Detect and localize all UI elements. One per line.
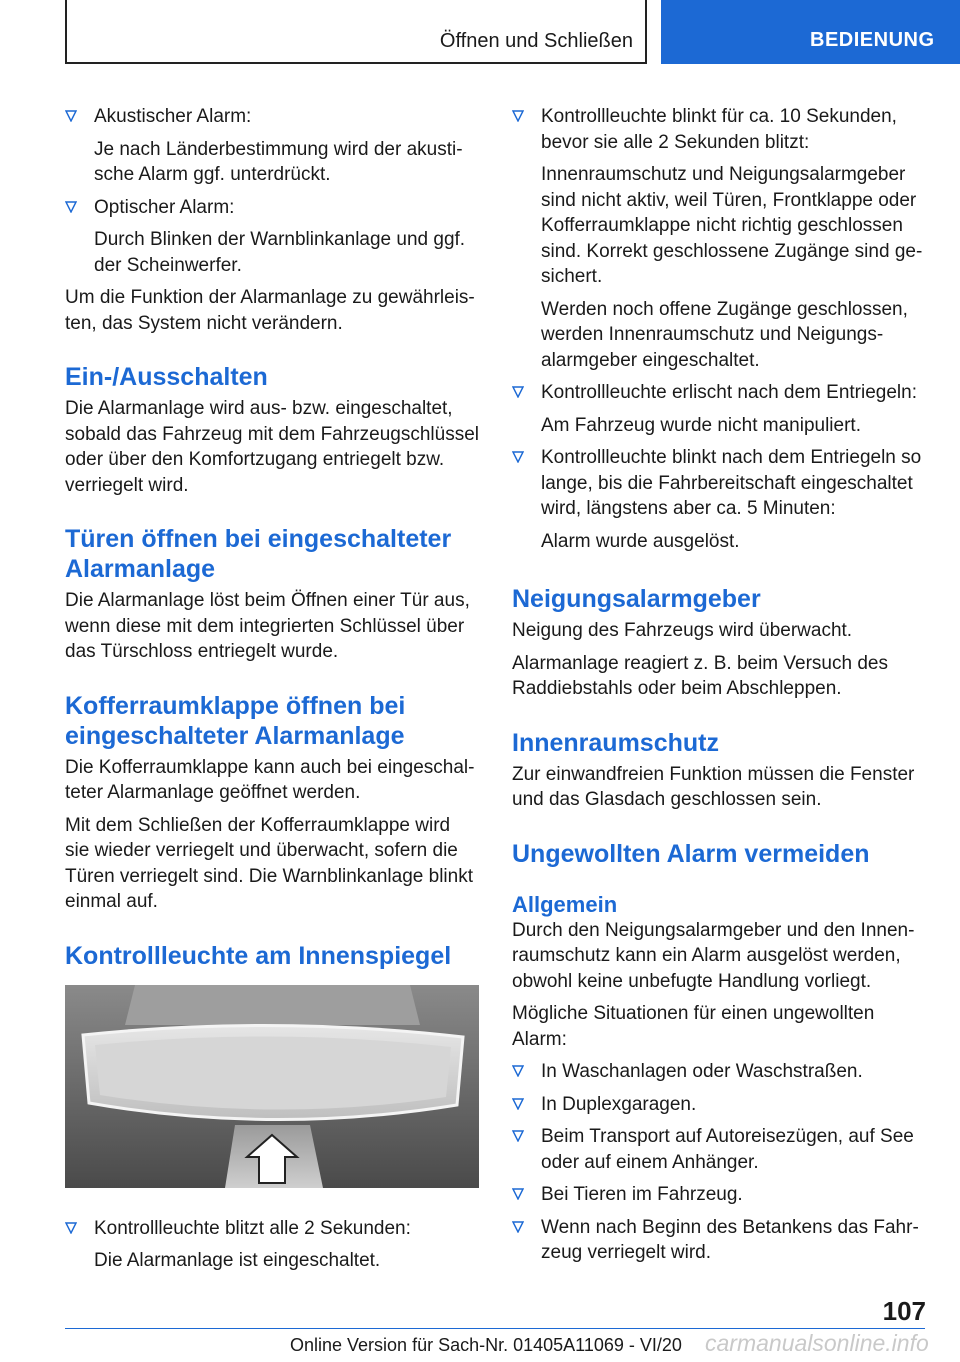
heading-neigungsalarmgeber: Neigungsalarmgeber bbox=[512, 585, 761, 613]
chapter-title: Öffnen und Schließen bbox=[439, 30, 633, 52]
list-item bbox=[512, 1182, 926, 1208]
triangle-bullet-icon bbox=[512, 1065, 524, 1077]
mirror-illustration bbox=[65, 985, 479, 1188]
paragraph: Mögliche Situationen für einen ungewollten Alarm: bbox=[512, 1003, 875, 1050]
bullet-text: Alarm wurde ausgelöst. bbox=[541, 530, 740, 552]
triangle-bullet-icon bbox=[512, 110, 524, 122]
bullet-text: Die Alarmanlage ist eingeschaltet. bbox=[94, 1250, 381, 1271]
heading-kontrollleuchte: Kontrollleuchte am Innenspiegel bbox=[65, 941, 452, 970]
heading-ein-ausschalten: Ein-/Ausschalten bbox=[65, 363, 268, 391]
heading-allgemein: Allgemein bbox=[512, 891, 618, 917]
paragraph: Die Alarmanlage löst beim Öffnen einer Tür aus, wenn diese mit dem integrierten Schlüssel über das Türschloss entriegelt wurde. bbox=[65, 590, 470, 662]
triangle-bullet-icon bbox=[512, 386, 524, 398]
paragraph: Zur einwandfreien Funktion müssen die Fenster und das Glasdach geschlossen sein. bbox=[512, 763, 915, 810]
heading-innenraumschutz: Innenraumschutz bbox=[512, 728, 719, 757]
triangle-bullet-icon bbox=[512, 1130, 524, 1142]
bullet-text: Durch Blinken der Warnblinkanlage und ggf. der Scheinwerfer. bbox=[94, 229, 466, 276]
triangle-bullet-icon bbox=[512, 451, 524, 463]
bullet-title: Kontrollleuchte blinkt nach dem Entriegeln so lange, bis die Fahrbereitschaft eingeschaltet wird, längstens aber ca. 5 Minuten: bbox=[541, 447, 922, 519]
paragraph: Mit dem Schließen der Kofferraumklappe wird sie wieder verriegelt und überwacht, sofern die Türen verriegelt sind. Die Warnblinkanlage blinkt einmal auf. bbox=[65, 814, 473, 912]
triangle-bullet-icon bbox=[512, 1098, 524, 1110]
bullet-title: Akustischer Alarm: bbox=[94, 106, 252, 127]
list-item-text: Bei Tieren im Fahrzeug. bbox=[541, 1184, 743, 1205]
triangle-bullet-icon bbox=[65, 1222, 77, 1234]
bullet-text: Werden noch offene Zugänge geschlossen, werden Innenraumschutz und Neigungs- alarmgeber eingeschaltet. bbox=[541, 298, 908, 371]
page-number: 107 bbox=[882, 1296, 926, 1326]
list-item-text: In Waschanlagen oder Waschstraßen. bbox=[541, 1061, 863, 1082]
left-column bbox=[65, 104, 479, 1281]
online-version-text: Online Version für Sach-Nr. 01405A11069 - VI/20 bbox=[290, 1335, 682, 1355]
bullet-title: Kontrollleuchte blinkt für ca. 10 Sekunden, bevor sie alle 2 Sekunden blitzt: bbox=[541, 106, 897, 153]
triangle-bullet-icon bbox=[65, 201, 77, 213]
heading-tueren-oeffnen: Türen öffnen bei eingeschalteter Alarmanlage bbox=[65, 525, 452, 583]
paragraph: Die Alarmanlage wird aus- bzw. eingeschaltet, sobald das Fahrzeug mit dem Fahrzeugschlüssel oder über den Komfortzugang entriegelt bzw. verriegelt wird. bbox=[65, 398, 479, 496]
list-item bbox=[512, 1215, 926, 1266]
list-item bbox=[512, 1092, 926, 1118]
section-label: BEDIENUNG bbox=[810, 29, 935, 51]
list-item bbox=[512, 104, 926, 155]
list-item-text: Beim Transport auf Autoreisezügen, auf See oder auf einem Anhänger. bbox=[541, 1126, 914, 1173]
bullet-title: Optischer Alarm: bbox=[94, 196, 235, 218]
header-chapter-box bbox=[65, 0, 647, 64]
bullet-text: Innenraumschutz und Neigungsalarmgeber sind nicht aktiv, weil Türen, Frontklappe oder Kofferraumklappe nicht richtig geschlossen sind. Korrekt geschlossene Zugänge sind ge- sichert. bbox=[541, 164, 923, 287]
footer-divider bbox=[65, 1328, 925, 1329]
list-item bbox=[65, 195, 479, 221]
bullet-text: Am Fahrzeug wurde nicht manipuliert. bbox=[541, 414, 861, 436]
paragraph: Die Kofferraumklappe kann auch bei eingeschal- teter Alarmanlage geöffnet werden. bbox=[65, 756, 475, 803]
paragraph: Neigung des Fahrzeugs wird überwacht. bbox=[512, 620, 853, 641]
watermark: carmanualsonline.info bbox=[705, 1330, 929, 1356]
bullet-title: Kontrollleuchte blitzt alle 2 Sekunden: bbox=[94, 1217, 411, 1239]
list-item bbox=[512, 380, 926, 406]
list-item bbox=[512, 445, 926, 522]
triangle-bullet-icon bbox=[65, 110, 77, 122]
triangle-bullet-icon bbox=[512, 1221, 524, 1233]
right-column bbox=[512, 104, 926, 1273]
bullet-text: Je nach Länderbestimmung wird der akusti- sche Alarm ggf. unterdrückt. bbox=[94, 138, 463, 185]
heading-kofferraumklappe: Kofferraumklappe öffnen bei eingeschalteter Alarmanlage bbox=[65, 691, 406, 750]
paragraph: Um die Funktion der Alarmanlage zu gewährleis- ten, das System nicht verändern. bbox=[65, 287, 475, 334]
list-item bbox=[512, 1059, 926, 1085]
heading-ungewollten-alarm: Ungewollten Alarm vermeiden bbox=[512, 839, 870, 868]
list-item bbox=[65, 1216, 479, 1242]
header-section-tab bbox=[661, 0, 960, 64]
triangle-bullet-icon bbox=[512, 1188, 524, 1200]
list-item bbox=[65, 104, 479, 130]
bullet-title: Kontrollleuchte erlischt nach dem Entriegeln: bbox=[541, 382, 917, 403]
paragraph: Alarmanlage reagiert z. B. beim Versuch des Raddiebstahls oder beim Abschleppen. bbox=[512, 652, 888, 699]
list-item bbox=[512, 1124, 926, 1175]
mirror-image bbox=[65, 985, 479, 1188]
paragraph: Durch den Neigungsalarmgeber und den Innen- raumschutz kann ein Alarm ausgelöst werden, obwohl keine unbefugte Handlung vorliegt. bbox=[512, 919, 915, 992]
list-item-text: In Duplexgaragen. bbox=[541, 1093, 697, 1115]
list-item-text: Wenn nach Beginn des Betankens das Fahr- zeug verriegelt wird. bbox=[541, 1216, 919, 1263]
